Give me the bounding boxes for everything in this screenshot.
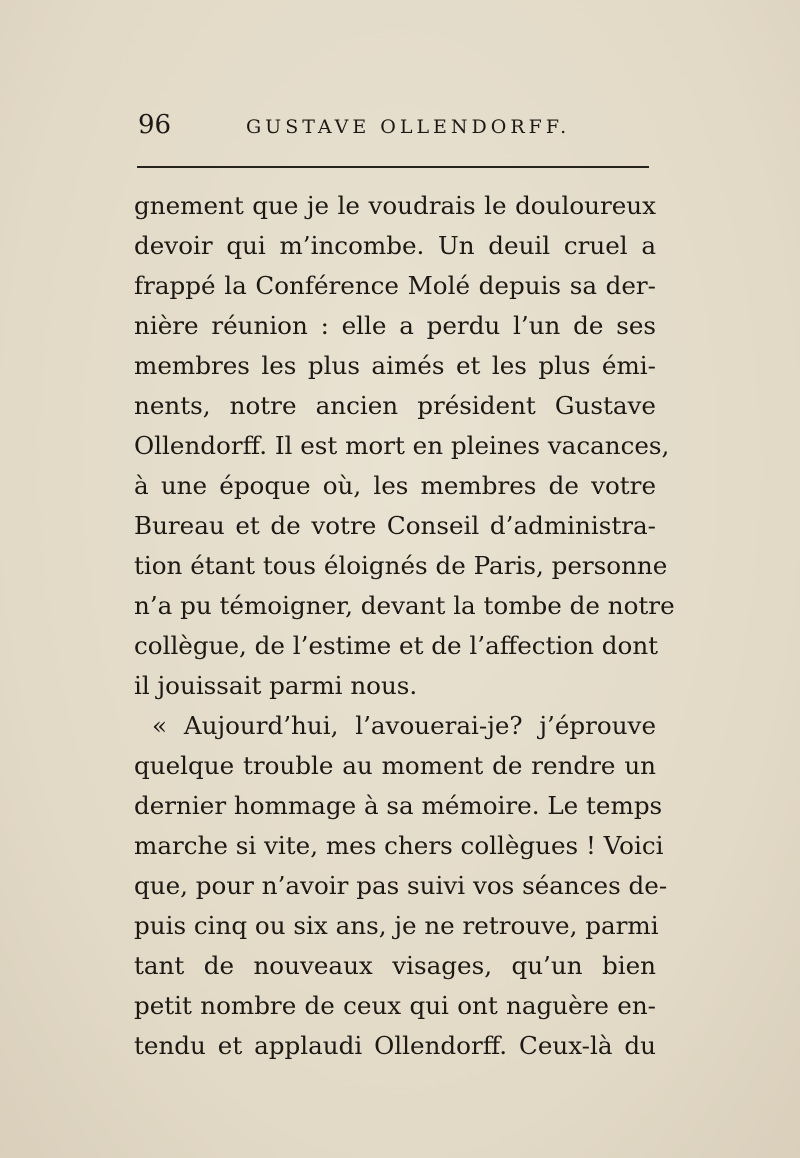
text-line: tant de nouveaux visages, qu’un bien (134, 951, 656, 980)
paragraph-end-line: il jouissait parmi nous. (134, 671, 418, 700)
body-text (134, 186, 675, 1066)
text-line: n’a pu témoigner, devant la tombe de notre (134, 591, 675, 620)
text-line: nière réunion : elle a perdu l’un de ses (134, 311, 656, 340)
text-line: marche si vite, mes chers collègues ! Voici (134, 831, 664, 860)
page-number: 96 (138, 110, 172, 140)
text-line: collègue, de l’estime et de l’affection dont (134, 631, 659, 660)
paragraph-start-line: « Aujourd’hui, l’avouerai-je? j’éprouve (152, 711, 656, 740)
header-rule (137, 166, 649, 168)
text-line: devoir qui m’incombe. Un deuil cruel a (134, 231, 656, 260)
text-line: gnement que je le voudrais le douloureux (134, 191, 656, 220)
text-line: Bureau et de votre Conseil d’administra- (134, 511, 656, 540)
text-line: à une époque où, les membres de votre (134, 471, 656, 500)
text-line: petit nombre de ceux qui ont naguère en- (134, 991, 656, 1020)
text-line: dernier hommage à sa mémoire. Le temps (134, 791, 663, 820)
page-header (138, 108, 653, 148)
text-line: membres les plus aimés et les plus émi- (134, 351, 656, 380)
text-line: tendu et applaudi Ollendorff. Ceux-là du (134, 1031, 656, 1060)
text-line: tion étant tous éloignés de Paris, personne (134, 551, 668, 580)
text-line: nents, notre ancien président Gustave (134, 391, 656, 420)
text-line: puis cinq ou six ans, je ne retrouve, parmi (134, 911, 659, 940)
running-title: GUSTAVE OLLENDORFF. (246, 116, 571, 138)
text-line: quelque trouble au moment de rendre un (134, 751, 656, 780)
text-line: frappé la Conférence Molé depuis sa der- (134, 271, 656, 300)
text-line: Ollendorff. Il est mort en pleines vacances, (134, 431, 670, 460)
text-line: que, pour n’avoir pas suivi vos séances de- (134, 871, 668, 900)
